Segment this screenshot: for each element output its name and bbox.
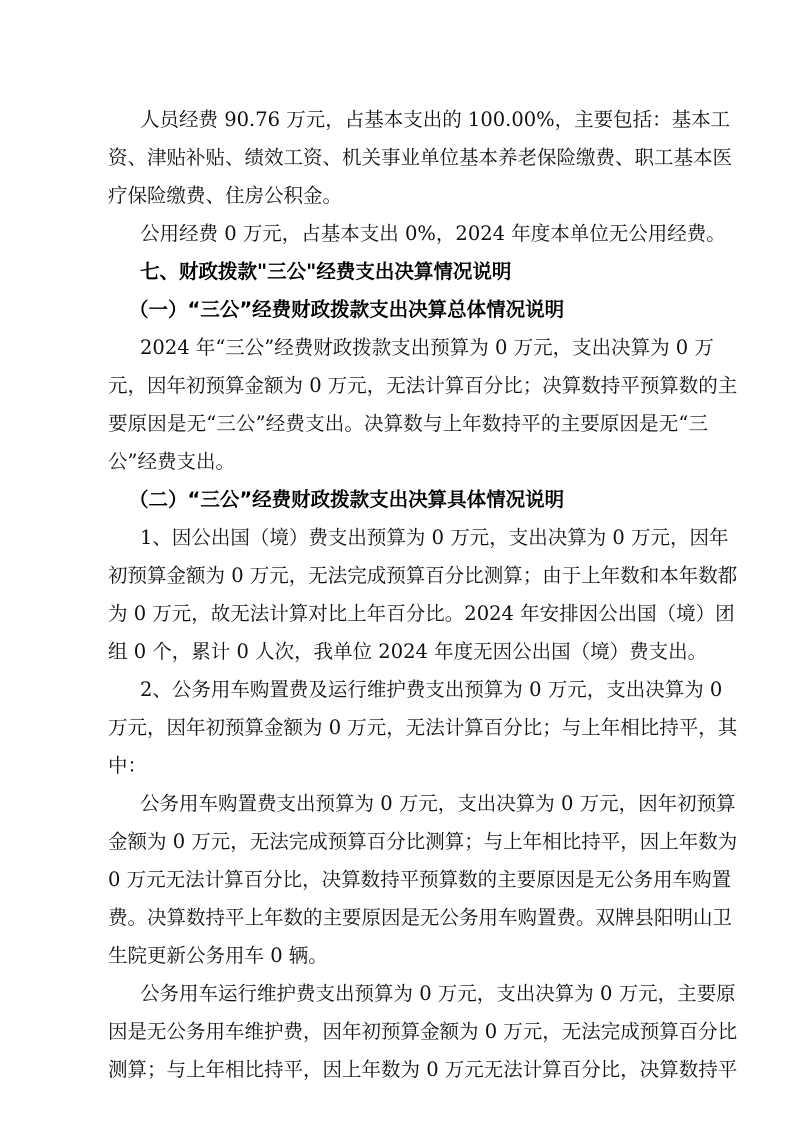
paragraph-line: 人员经费 90.76 万元，占基本支出的 100.00%，主要包括：基本工 [140, 108, 731, 131]
paragraph-line: 公务用车购置费支出预算为 0 万元，支出决算为 0 万元，因年初预算 [140, 792, 736, 815]
paragraph-line: 2、公务用车购置费及运行维护费支出预算为 0 万元，支出决算为 0 [140, 678, 723, 701]
section-heading: 七、财政拨款"三公"经费支出决算情况说明 [140, 260, 512, 283]
paragraph-line: 中： [108, 754, 148, 777]
paragraph-line: 资、津贴补贴、绩效工资、机关事业单位基本养老保险缴费、职工基本医 [108, 146, 733, 169]
paragraph-line: 公用经费 0 万元，占基本支出 0%，2024 年度本单位无公用经费。 [140, 222, 726, 245]
paragraph-line: 疗保险缴费、住房公积金。 [108, 184, 343, 207]
paragraph-line: 2024 年“三公”经费财政拨款支出预算为 0 万元，支出决算为 0 万 [140, 336, 714, 359]
paragraph-line: 金额为 0 万元，无法完成预算百分比测算；与上年相比持平，因上年数为 [108, 830, 738, 853]
paragraph-line: 费。决算数持平上年数的主要原因是无公务用车购置费。双牌县阳明山卫 [108, 906, 733, 929]
paragraph-line: 生院更新公务用车 0 辆。 [108, 944, 328, 967]
subsection-heading: （二）“三公”经费财政拨款支出决算具体情况说明 [129, 488, 565, 511]
paragraph-line: 万元，因年初预算金额为 0 万元，无法计算百分比；与上年相比持平，其 [108, 716, 738, 739]
paragraph-line: 0 万元无法计算百分比，决算数持平预算数的主要原因是无公务用车购置 [108, 868, 732, 891]
paragraph-line: 测算；与上年相比持平，因上年数为 0 万元无法计算百分比，决算数持平 [108, 1058, 738, 1081]
paragraph-line: 为 0 万元，故无法计算对比上年百分比。2024 年安排因公出国（境）团 [108, 602, 735, 625]
paragraph-line: 要原因是无“三公”经费支出。决算数与上年数持平的主要原因是无“三 [108, 412, 708, 435]
paragraph-line: 组 0 个，累计 0 人次，我单位 2024 年度无因公出国（境）费支出。 [108, 640, 708, 663]
paragraph-line: 公”经费支出。 [108, 450, 235, 473]
paragraph-line: 元，因年初预算金额为 0 万元，无法计算百分比；决算数持平预算数的主 [108, 374, 738, 397]
paragraph-line: 1、因公出国（境）费支出预算为 0 万元，支出决算为 0 万元，因年 [140, 526, 729, 549]
paragraph-line: 因是无公务用车维护费，因年初预算金额为 0 万元，无法完成预算百分比 [108, 1020, 738, 1043]
paragraph-line: 公务用车运行维护费支出预算为 0 万元，支出决算为 0 万元，主要原 [140, 982, 736, 1005]
subsection-heading: （一）“三公”经费财政拨款支出决算总体情况说明 [129, 298, 565, 321]
paragraph-line: 初预算金额为 0 万元，无法完成预算百分比测算；由于上年数和本年数都 [108, 564, 738, 587]
